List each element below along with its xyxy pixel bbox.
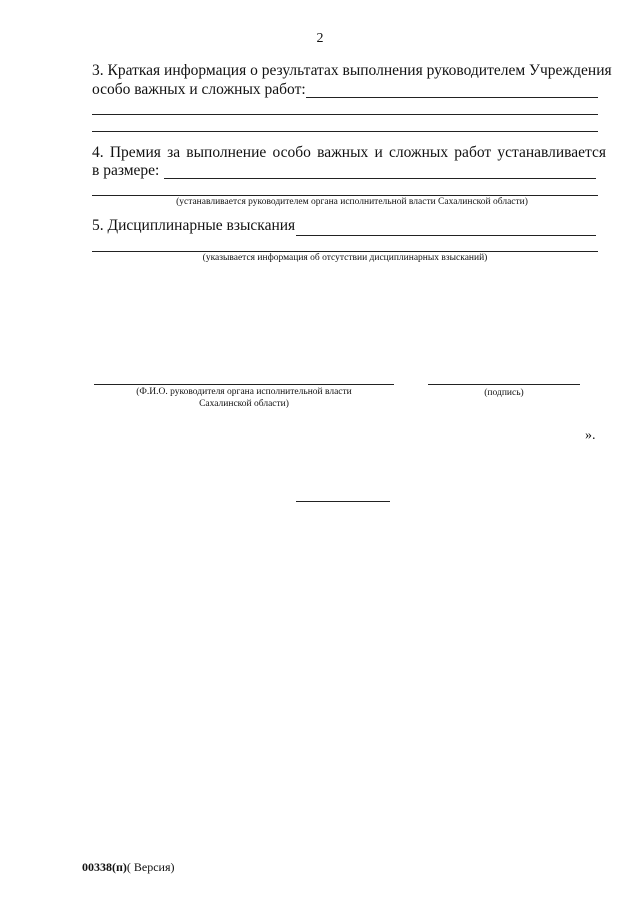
- section4-answer-line-2: [92, 195, 598, 196]
- section5-title: 5. Дисциплинарные взыскания: [92, 217, 296, 234]
- name-signature-line: [94, 384, 394, 385]
- section4-caption: (устанавливается руководителем органа исполнительной власти Сахалинской области): [176, 197, 528, 207]
- section3-line1: 3. Краткая информация о результатах выполнения руководителем Учреждения: [92, 62, 612, 79]
- section4-answer-line-1: [164, 178, 596, 179]
- footer-version: ( Версия): [126, 860, 175, 874]
- name-caption-line2: Сахалинской области): [199, 399, 289, 409]
- section3-answer-line-1: [306, 97, 598, 98]
- page-number: 2: [316, 31, 324, 46]
- section4-line2: в размере:: [92, 162, 160, 179]
- sign-caption: (подпись): [484, 388, 524, 398]
- section3-answer-line-3: [92, 131, 598, 132]
- footer: [82, 858, 175, 876]
- closing-quote: ».: [585, 428, 596, 443]
- section3-answer-line-2: [92, 114, 598, 115]
- name-caption-line1: (Ф.И.О. руководителя органа исполнительной власти: [136, 387, 352, 397]
- section4-line1: 4. Премия за выполнение особо важных и сложных работ устанавливается: [92, 144, 606, 161]
- footer-code: 00338(п): [82, 860, 127, 874]
- end-separator-line: [296, 501, 390, 502]
- sign-line: [428, 384, 580, 385]
- section3-line2: особо важных и сложных работ:: [92, 81, 306, 98]
- section5-answer-line-1: [296, 235, 596, 236]
- section5-answer-line-2: [92, 251, 598, 252]
- section5-caption: (указывается информация об отсутствии дисциплинарных взысканий): [202, 253, 488, 263]
